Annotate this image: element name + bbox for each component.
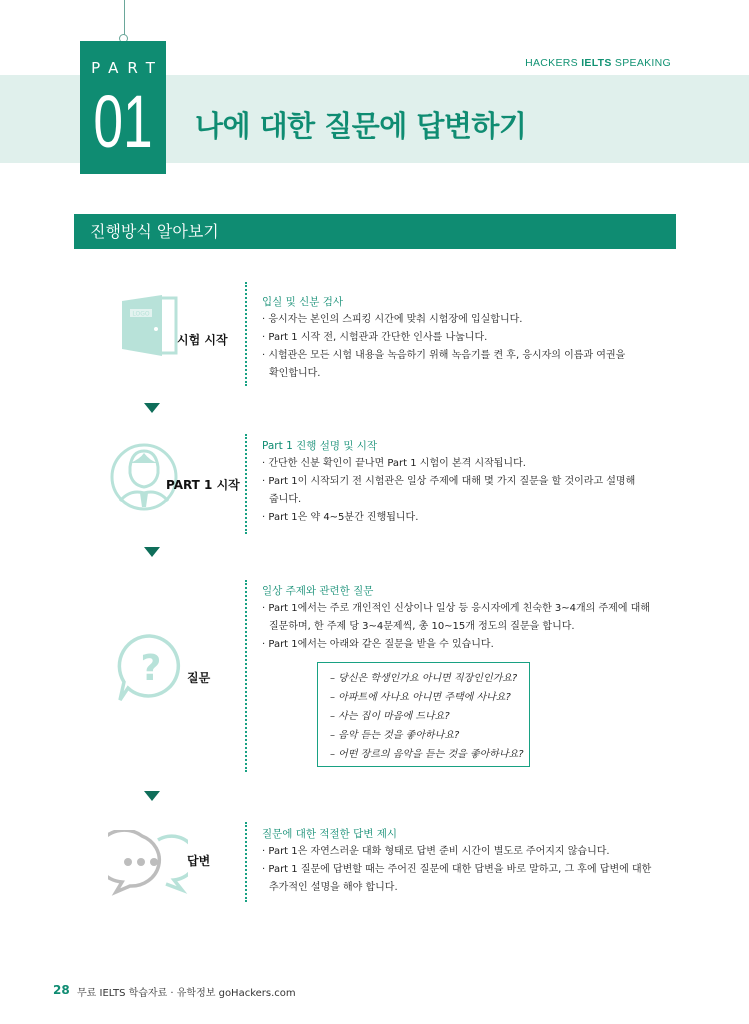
question-bubble-icon	[114, 630, 184, 710]
bullet-continuation: 줍니다.	[269, 494, 302, 505]
example-question: – 당신은 학생인가요 아니면 직장인인가요?	[330, 673, 518, 684]
door-sign-text: LOGO	[132, 310, 150, 318]
bullet-item: · 응시자는 본인의 스피킹 시간에 맞춰 시험장에 입실합니다.	[262, 314, 523, 325]
question-mark-text: ?	[140, 648, 162, 689]
bullet-item: · Part 1은 자연스러운 대화 형태로 답변 준비 시간이 별도로 주어지지 않습니다.	[262, 846, 610, 857]
section-title-bar: 진행방식 알아보기	[74, 214, 676, 249]
step-label-answer: 답변	[187, 854, 211, 868]
bullet-item: · Part 1 질문에 답변할 때는 주어진 질문에 대한 답변을 바로 말하고, 그 후에 답변에 대한	[262, 864, 652, 875]
down-arrow-icon	[144, 547, 160, 557]
door-icon	[118, 293, 184, 359]
bullet-item: · Part 1에서는 주로 개인적인 신상이나 일상 등 응시자에게 친숙한 3~4개의 주제에 대해	[262, 603, 650, 614]
example-question: – 음악 듣는 것을 좋아하나요?	[330, 730, 460, 741]
step-bullets	[262, 600, 650, 654]
step-heading: 질문에 대한 적절한 답변 제시	[262, 828, 398, 840]
example-question: – 어떤 장르의 음악을 듣는 것을 좋아하나요?	[330, 749, 524, 760]
brand-suffix: SPEAKING	[611, 57, 671, 69]
bullet-item: · 시험관은 모든 시험 내용을 녹음하기 위해 녹음기를 켠 후, 응시자의 이름과 여권을	[262, 350, 626, 361]
bullet-item: · Part 1이 시작되기 전 시험관은 일상 주제에 대해 몇 가지 질문을 할 것이라고 설명해	[262, 476, 636, 487]
bullet-item: · Part 1 시작 전, 시험관과 간단한 인사를 나눕니다.	[262, 332, 488, 343]
page-number: 28	[53, 983, 70, 997]
step-bullets	[262, 311, 625, 383]
down-arrow-icon	[144, 403, 160, 413]
bullet-item: · Part 1은 약 4~5분간 진행됩니다.	[262, 512, 419, 523]
example-question: – 사는 집이 마음에 드나요?	[330, 711, 450, 722]
step-divider-2	[245, 434, 247, 534]
footer-text: 무료 IELTS 학습자료 · 유학정보 goHackers.com	[77, 988, 296, 999]
step-divider-3	[245, 580, 247, 772]
step-label-exam-start: 시험 시작	[177, 333, 228, 347]
step-divider-4	[245, 822, 247, 902]
brand-prefix: HACKERS	[525, 57, 582, 69]
step-divider-1	[245, 282, 247, 386]
brand-label	[525, 57, 671, 69]
part-badge	[80, 41, 166, 174]
part-number: 01	[93, 80, 153, 163]
step-bullets	[262, 455, 635, 527]
bullet-item: · Part 1에서는 아래와 같은 질문을 받을 수 있습니다.	[262, 639, 494, 650]
hanger-line	[124, 0, 125, 36]
example-questions-box	[317, 662, 530, 767]
chat-bubbles-icon	[108, 830, 188, 896]
step-bullets	[262, 843, 651, 897]
bullet-continuation: 질문하며, 한 주제 당 3~4문제씩, 총 10~15개 정도의 질문을 합니다.	[269, 621, 575, 632]
step-heading: 입실 및 신분 검사	[262, 296, 344, 308]
bullet-continuation: 추가적인 설명을 해야 합니다.	[269, 882, 398, 893]
brand-bold: IELTS	[581, 57, 612, 69]
example-question: – 아파트에 사나요 아니면 주택에 사나요?	[330, 692, 511, 703]
down-arrow-icon	[144, 791, 160, 801]
page-title: 나에 대한 질문에 답변하기	[195, 109, 527, 143]
step-heading: 일상 주제와 관련한 질문	[262, 585, 374, 597]
step-heading: Part 1 진행 설명 및 시작	[262, 440, 378, 452]
bullet-continuation: 확인합니다.	[269, 368, 321, 379]
bullet-item: · 간단한 신분 확인이 끝나면 Part 1 시험이 본격 시작됩니다.	[262, 458, 526, 469]
step-label-part1-start: PART 1 시작	[166, 478, 240, 492]
part-word: PART	[91, 59, 164, 77]
step-label-question: 질문	[187, 671, 211, 685]
